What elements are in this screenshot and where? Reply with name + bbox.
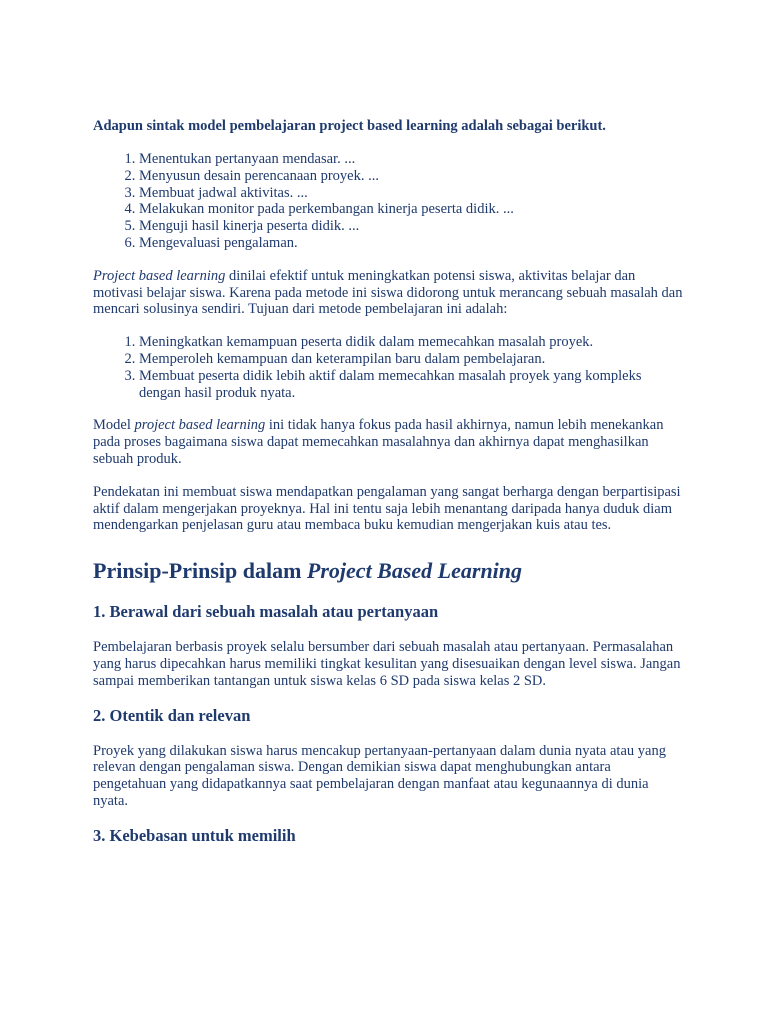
list-item: 1. Meningkatkan kemampuan peserta didik dalam memecahkan masalah proyek. (139, 334, 683, 351)
intro-text: Adapun sintak model pembelajaran project based learning adalah sebagai berikut. (93, 118, 606, 134)
principle-1-title: 1. Berawal dari sebuah masalah atau pertanyaan (93, 602, 439, 622)
syntax-list (93, 151, 683, 252)
list-item: 3. Membuat jadwal aktivitas. ... (139, 185, 683, 202)
heading-text: Prinsip-Prinsip dalam (93, 558, 307, 584)
paragraph-text: dinilai efektif untuk meningkatkan potensi siswa, aktivitas belajar dan motivasi belajar siswa. Karena pada metode ini siswa didorong untuk merancang sebuah masalah dan mencari solusinya sendiri. Tujuan dari metode pembelajaran ini adalah: (93, 267, 683, 318)
principle-2-body: Proyek yang dilakukan siswa harus mencakup pertanyaan-pertanyaan dalam dunia nyata atau yang relevan dengan pengalaman siswa. Dengan demikian siswa dapat menghubungkan antara pengetahuan yang didapatkannya saat pembelajaran dengan manfaat atau kegunaannya di dunia nyata. (93, 742, 666, 809)
document-page (93, 118, 683, 863)
model-paragraph (93, 417, 683, 467)
list-item: 4. Melakukan monitor pada perkembangan kinerja peserta didik. ... (139, 201, 683, 218)
list-item: 3. Membuat peserta didik lebih aktif dalam memecahkan masalah proyek yang kompleks dengan hasil produk nyata. (139, 368, 683, 402)
list-item: 2. Menyusun desain perencanaan proyek. ... (139, 168, 683, 185)
heading-italic: Project Based Learning (306, 558, 523, 584)
section-heading (93, 558, 683, 584)
paragraph-text: ini tidak hanya fokus pada hasil akhirnya, namun lebih menekankan pada proses bagaimana siswa dapat memecahkan masalahnya dan akhirnya dapat menghasilkan sebuah produk. (93, 417, 664, 467)
italic-term: Project based learning (93, 267, 226, 284)
goals-list (93, 334, 683, 401)
list-item: 1. Menentukan pertanyaan mendasar. ... (139, 151, 683, 168)
principle-1-body: Pembelajaran berbasis proyek selalu bersumber dari sebuah masalah atau pertanyaan. Permasalahan yang harus dipecahkan harus memiliki tingkat kesulitan yang disesuaikan dengan level siswa. Jangan sampai memberikan tantangan untuk siswa kelas 6 SD pada siswa kelas 2 SD. (93, 639, 681, 689)
approach-paragraph: Pendekatan ini membuat siswa mendapatkan pengalaman yang sangat berharga dengan berpartisipasi aktif dalam mengerjakan proyeknya. Hal ini tentu saja lebih menantang daripada hanya duduk diam mendengarkan penjelasan guru atau membaca buku kemudian mengerjakan kuis atau tes. (93, 483, 681, 534)
list-item: 2. Memperoleh kemampuan dan keterampilan baru dalam pembelajaran. (139, 351, 683, 368)
list-item: 5. Menguji hasil kinerja peserta didik. ... (139, 218, 683, 235)
principle-2-title: 2. Otentik dan relevan (93, 705, 251, 725)
effectiveness-paragraph (93, 268, 683, 318)
paragraph-text: Model (93, 417, 135, 434)
italic-term: project based learning (134, 417, 266, 434)
principle-3-title: 3. Kebebasan untuk memilih (93, 825, 296, 845)
list-item: 6. Mengevaluasi pengalaman. (139, 235, 683, 252)
